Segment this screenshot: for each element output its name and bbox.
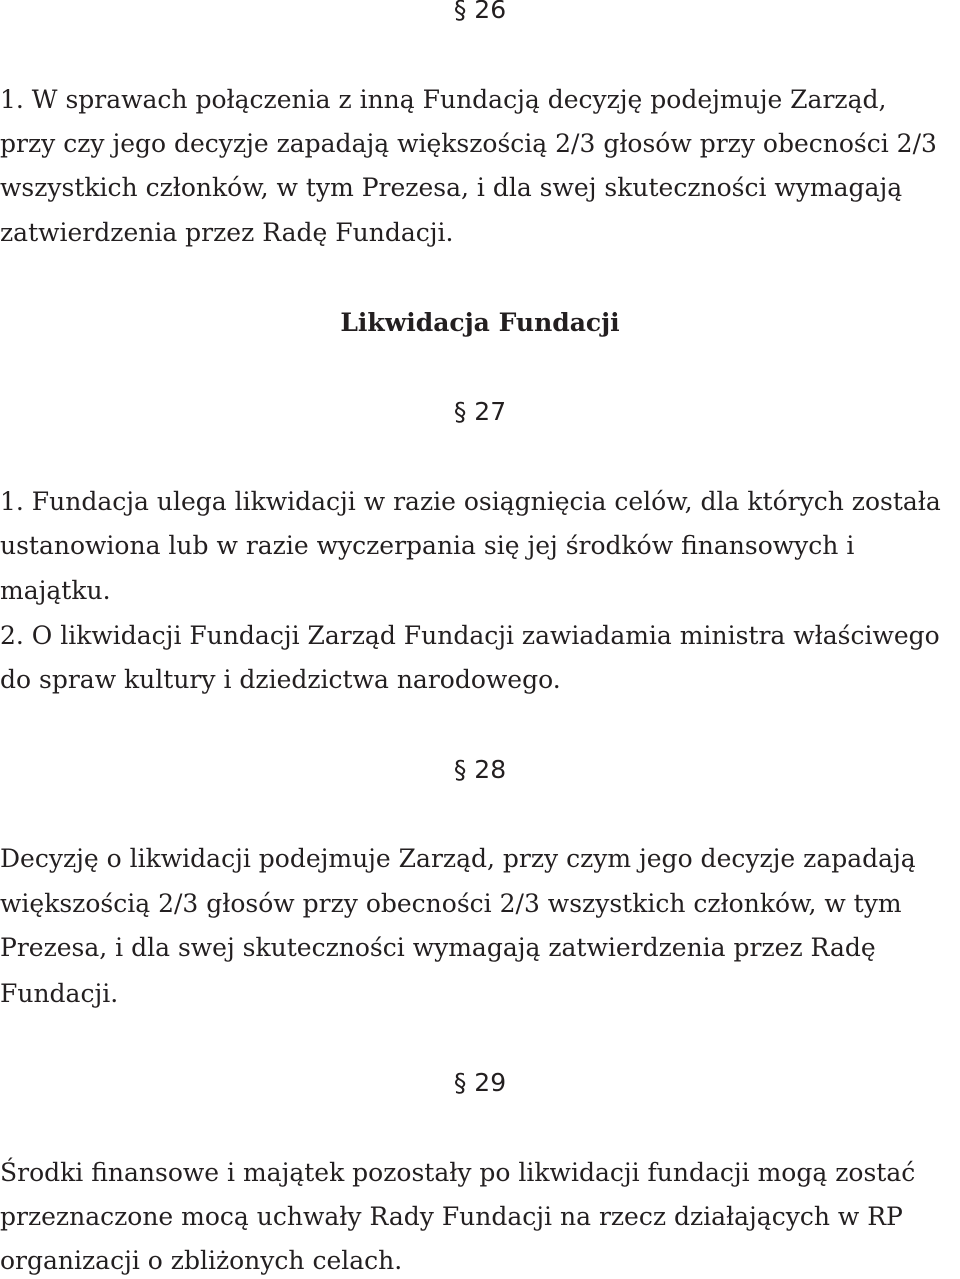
s29-par-line-3: organizacji o zbliżonych celach. [0, 1246, 403, 1275]
s26-par1-line-1: 1. W sprawach połączenia z inną Fundacją decyzję podejmuje Zarząd, [0, 85, 887, 114]
s27-par2-line-1: 2. O likwidacji Fundacji Zarząd Fundacji zawiadamia ministra właściwego [0, 621, 940, 650]
s27-par1-line-1: 1. Fundacja ulega likwidacji w razie osiągnięcia celów, dla których została [0, 487, 941, 516]
section-27-label: § 27 [453, 397, 507, 426]
s29-par-line-2: przeznaczone mocą uchwały Rady Fundacji na rzecz działających w RP [0, 1202, 903, 1231]
s28-par-line-1: Decyzję o likwidacji podejmuje Zarząd, przy czym jego decyzje zapadają [0, 844, 916, 873]
s27-par1-line-2: ustanowiona lub w razie wyczerpania się jej środków finansowych i [0, 531, 855, 560]
s29-par-line-1: Środki finansowe i majątek pozostały po likwidacji fundacji mogą zostać [0, 1158, 916, 1187]
s27-par2-line-2: do spraw kultury i dziedzictwa narodowego. [0, 665, 561, 694]
s26-par1-line-4: zatwierdzenia przez Radę Fundacji. [0, 218, 454, 247]
s28-par-line-4: Fundacji. [0, 979, 119, 1008]
section-28-label: § 28 [453, 755, 507, 784]
section-26-label: § 26 [453, 0, 507, 24]
s27-par1-line-3: majątku. [0, 576, 111, 605]
s28-par-line-2: większością 2/3 głosów przy obecności 2/3 wszystkich członków, w tym [0, 889, 902, 918]
section-heading: Likwidacja Fundacji [340, 308, 620, 337]
s26-par1-line-3: wszystkich członków, w tym Prezesa, i dla swej skuteczności wymagają [0, 173, 903, 202]
section-29-label: § 29 [453, 1068, 507, 1097]
s26-par1-line-2: przy czy jego decyzje zapadają większością 2/3 głosów przy obecności 2/3 [0, 129, 937, 158]
s28-par-line-3: Prezesa, i dla swej skuteczności wymagają zatwierdzenia przez Radę [0, 933, 876, 962]
